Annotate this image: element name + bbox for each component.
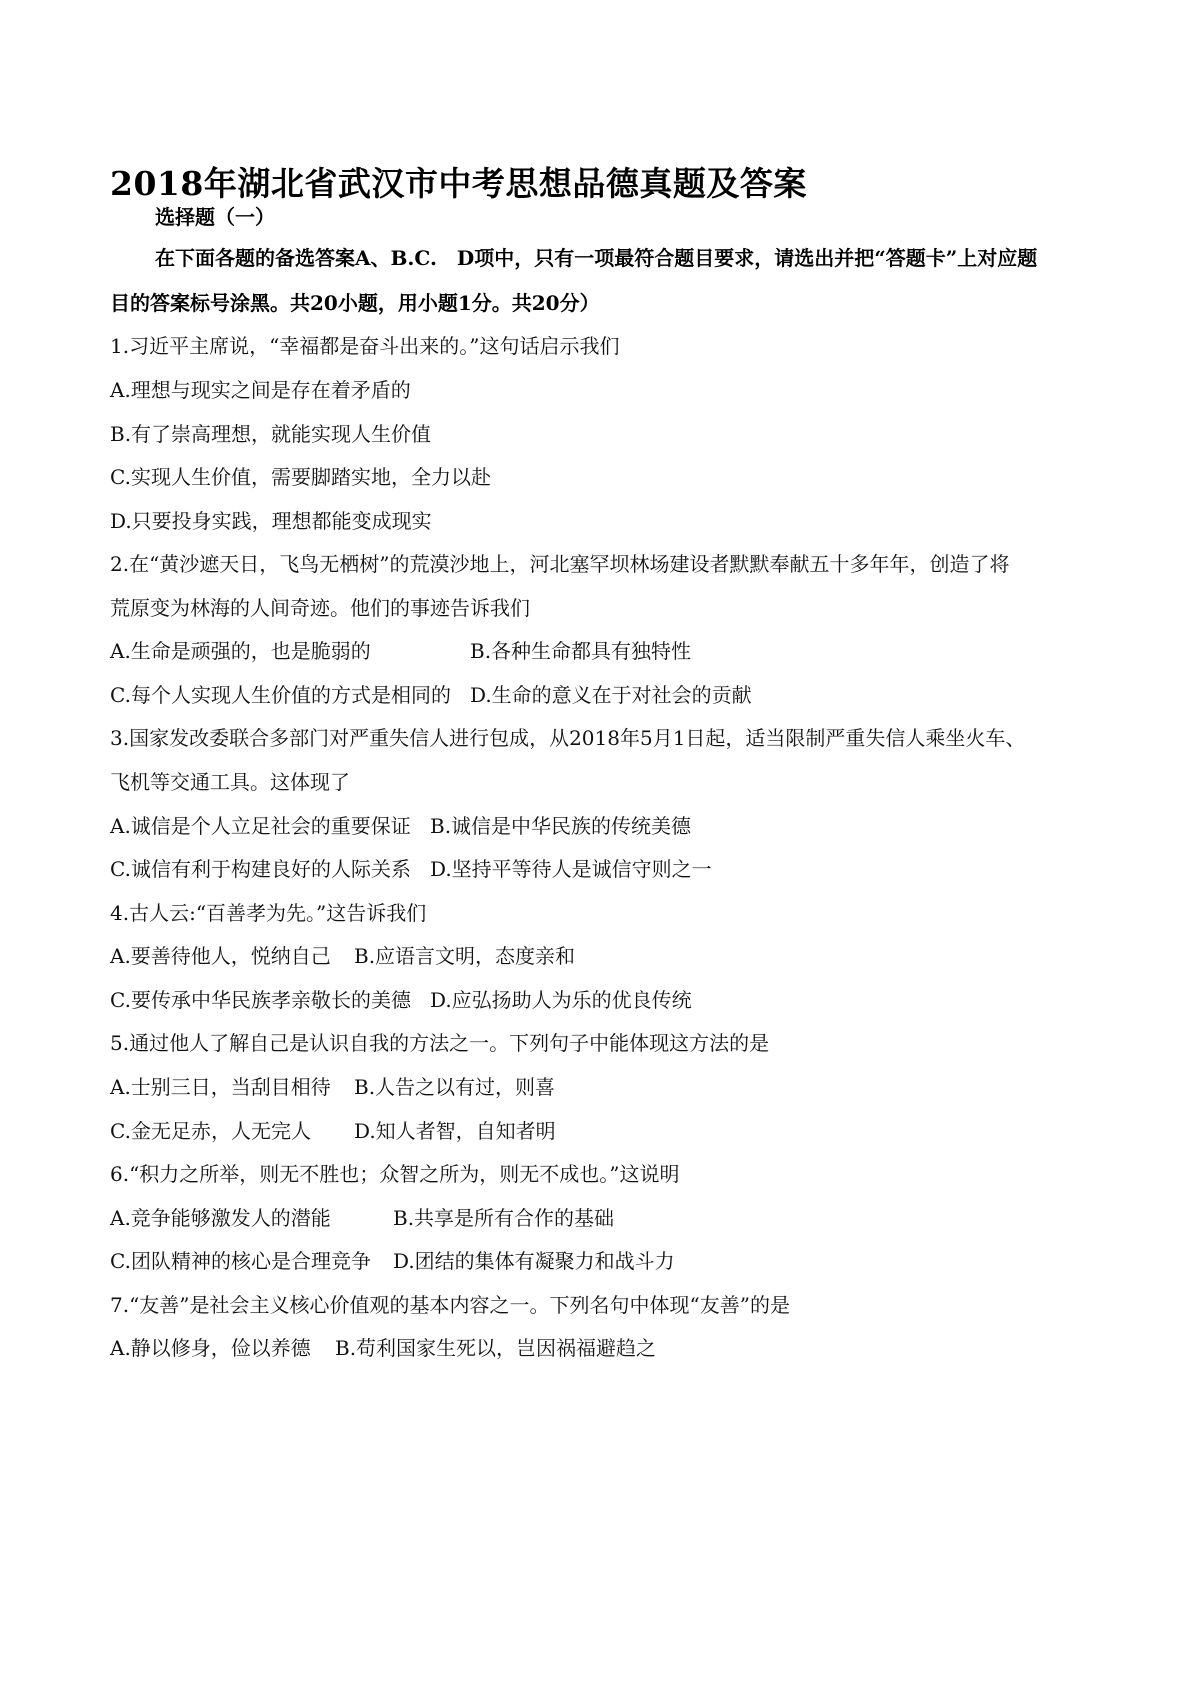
question-2-stem-line-1: 2.在“黄沙遮天日，飞鸟无栖树”的荒漠沙地上，河北塞罕坝林场建设者默默奉献五十多年年，创造了将 xyxy=(110,552,1010,576)
section-heading: 选择题（一） xyxy=(155,205,275,229)
question-3-stem-line-2: 飞机等交通工具。这体现了 xyxy=(110,770,350,794)
question-2-option-a: A.生命是顽强的，也是脆弱的 xyxy=(110,639,371,663)
question-2-option-c: C.每个人实现人生价值的方式是相同的 xyxy=(110,683,451,707)
question-3-option-a: A.诚信是个人立足社会的重要保证 xyxy=(110,814,411,838)
question-1-stem: 1.习近平主席说，“幸福都是奋斗出来的。”这句话启示我们 xyxy=(110,334,620,358)
question-2-option-b: B.各种生命都具有独特性 xyxy=(470,639,692,663)
question-6-option-c: C.团队精神的核心是合理竞争 xyxy=(110,1249,371,1273)
question-7-stem: 7.“友善”是社会主义核心价值观的基本内容之一。下列名句中体现“友善”的是 xyxy=(110,1293,790,1317)
question-6-option-a: A.竞争能够激发人的潜能 xyxy=(110,1206,331,1230)
question-1-option-c: C.实现人生价值，需要脚踏实地，全力以赴 xyxy=(110,465,491,489)
question-1-option-d: D.只要投身实践，理想都能变成现实 xyxy=(110,509,432,533)
question-5-option-d: D.知人者智，自知者明 xyxy=(354,1119,556,1143)
instructions-line-2: 目的答案标号涂黑。共20小题，用小题1分。共20分） xyxy=(110,291,600,315)
question-3-option-b: B.诚信是中华民族的传统美德 xyxy=(430,814,692,838)
question-5-stem: 5.通过他人了解自己是认识自我的方法之一。下列句子中能体现这方法的是 xyxy=(110,1031,770,1055)
question-5-option-b: B.人告之以有过，则喜 xyxy=(354,1075,556,1099)
question-6-option-b: B.共享是所有合作的基础 xyxy=(393,1206,615,1230)
question-1-option-b: B.有了崇高理想，就能实现人生价值 xyxy=(110,422,432,446)
question-3-option-c: C.诚信有利于构建良好的人际关系 xyxy=(110,857,411,881)
question-2-option-d: D.生命的意义在于对社会的贡献 xyxy=(470,683,752,707)
question-1-option-a: A.理想与现实之间是存在着矛盾的 xyxy=(110,378,411,402)
question-4-option-c: C.要传承中华民族孝亲敬长的美德 xyxy=(110,988,411,1012)
question-7-option-b: B.苟利国家生死以，岂因祸福避趋之 xyxy=(335,1336,657,1360)
question-4-option-a: A.要善待他人，悦纳自己 xyxy=(110,944,331,968)
question-4-option-d: D.应弘扬助人为乐的优良传统 xyxy=(430,988,692,1012)
question-2-stem-line-2: 荒原变为林海的人间奇迹。他们的事迹告诉我们 xyxy=(110,596,530,620)
question-6-option-d: D.团结的集体有凝聚力和战斗力 xyxy=(393,1249,675,1273)
question-4-option-b: B.应语言文明，态度亲和 xyxy=(354,944,576,968)
question-3-stem-line-1: 3.国家发改委联合多部门对严重失信人进行包成，从2018年5月1日起，适当限制严重失信人乘坐火车、 xyxy=(110,726,1026,750)
instructions-line-1: 在下面各题的备选答案A、B.C. D项中，只有一项最符合题目要求，请选出并把“答题卡”上对应题 xyxy=(155,246,1038,270)
question-6-stem: 6.“积力之所举，则无不胜也；众智之所为，则无不成也。”这说明 xyxy=(110,1162,680,1186)
question-4-stem: 4.古人云:“百善孝为先。”这告诉我们 xyxy=(110,901,427,925)
question-7-option-a: A.静以修身，俭以养德 xyxy=(110,1336,311,1360)
question-5-option-a: A.士别三日，当刮目相待 xyxy=(110,1075,331,1099)
question-5-option-c: C.金无足赤，人无完人 xyxy=(110,1119,311,1143)
document-title: 2018年湖北省武汉市中考思想品德真题及答案 xyxy=(110,164,807,203)
question-3-option-d: D.坚持平等待人是诚信守则之一 xyxy=(430,857,712,881)
